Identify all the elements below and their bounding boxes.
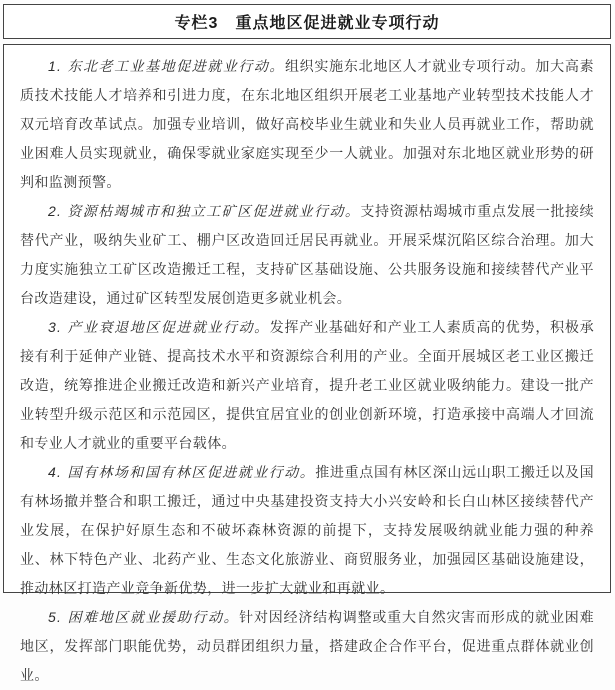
paragraph bbox=[20, 52, 594, 197]
paragraph-text: 发挥产业基础好和产业工人素质高的优势，积极承接有利于延伸产业链、提高技术水平和资源综合利用的产业。全面开展城区老工业区搬迁改造，统筹推进企业搬迁改造和新兴产业培育，提升老工业区就业吸纳能力。建设一批产业转型升级示范区和示范园区，提供宜居宜业的创业创新环境，打造承接中高端人才回流和专业人才就业的重要平台载体。 bbox=[20, 319, 594, 451]
paragraph-lead-title: 5. 困难地区就业援助行动。 bbox=[48, 609, 240, 625]
box-body bbox=[3, 44, 611, 683]
paragraph-lead-title: 1. 东北老工业基地促进就业行动。 bbox=[48, 58, 285, 74]
paragraph bbox=[20, 313, 594, 458]
paragraph-text: 针对因经济结构调整或重大自然灾害而形成的就业困难地区，发挥部门职能优势，动员群团组织力量，搭建政企合作平台，促进重点群体就业创业。 bbox=[20, 609, 594, 683]
paragraph bbox=[20, 458, 594, 603]
box-title: 专栏3 重点地区促进就业专项行动 bbox=[174, 15, 440, 32]
paragraph-text: 推进重点国有林区深山远山职工搬迁以及国有林场撤并整合和职工搬迁，通过中央基建投资支持大小兴安岭和长白山林区接续替代产业发展，在保护好原生态和不破坏森林资源的前提下，支持发展吸纳就业能力强的种养业、林下特色产业、北药产业、生态文化旅游业、商贸服务业，加强园区基础设施建设，推动林区打造产业竞争新优势，进一步扩大就业和再就业。 bbox=[20, 464, 594, 596]
paragraph-text: 支持资源枯竭城市重点发展一批接续替代产业，吸纳失业矿工、棚户区改造回迁居民再就业。开展采煤沉陷区综合治理。加大力度实施独立工矿区改造搬迁工程，支持矿区基础设施、公共服务设施和接续替代产业平台改造建设，通过矿区转型发展创造更多就业机会。 bbox=[20, 203, 594, 306]
paragraph bbox=[20, 197, 594, 313]
paragraph bbox=[20, 603, 594, 690]
paragraph-text: 组织实施东北地区人才就业专项行动。加大高素质技术技能人才培养和引进力度，在东北地区组织开展老工业基地产业转型技术技能人才双元培育改革试点。加强专业培训，做好高校毕业生就业和失业人员再就业工作，帮助就业困难人员实现就业，确保零就业家庭实现至少一人就业。加强对东北地区就业形势的研判和监测预警。 bbox=[20, 58, 594, 190]
paragraph-lead-title: 3. 产业衰退地区促进就业行动。 bbox=[48, 319, 270, 335]
box-title-bar bbox=[3, 4, 611, 39]
paragraph-lead-title: 2. 资源枯竭城市和独立工矿区促进就业行动。 bbox=[48, 203, 361, 219]
paragraph-lead-title: 4. 国有林场和国有林区促进就业行动。 bbox=[48, 464, 316, 480]
